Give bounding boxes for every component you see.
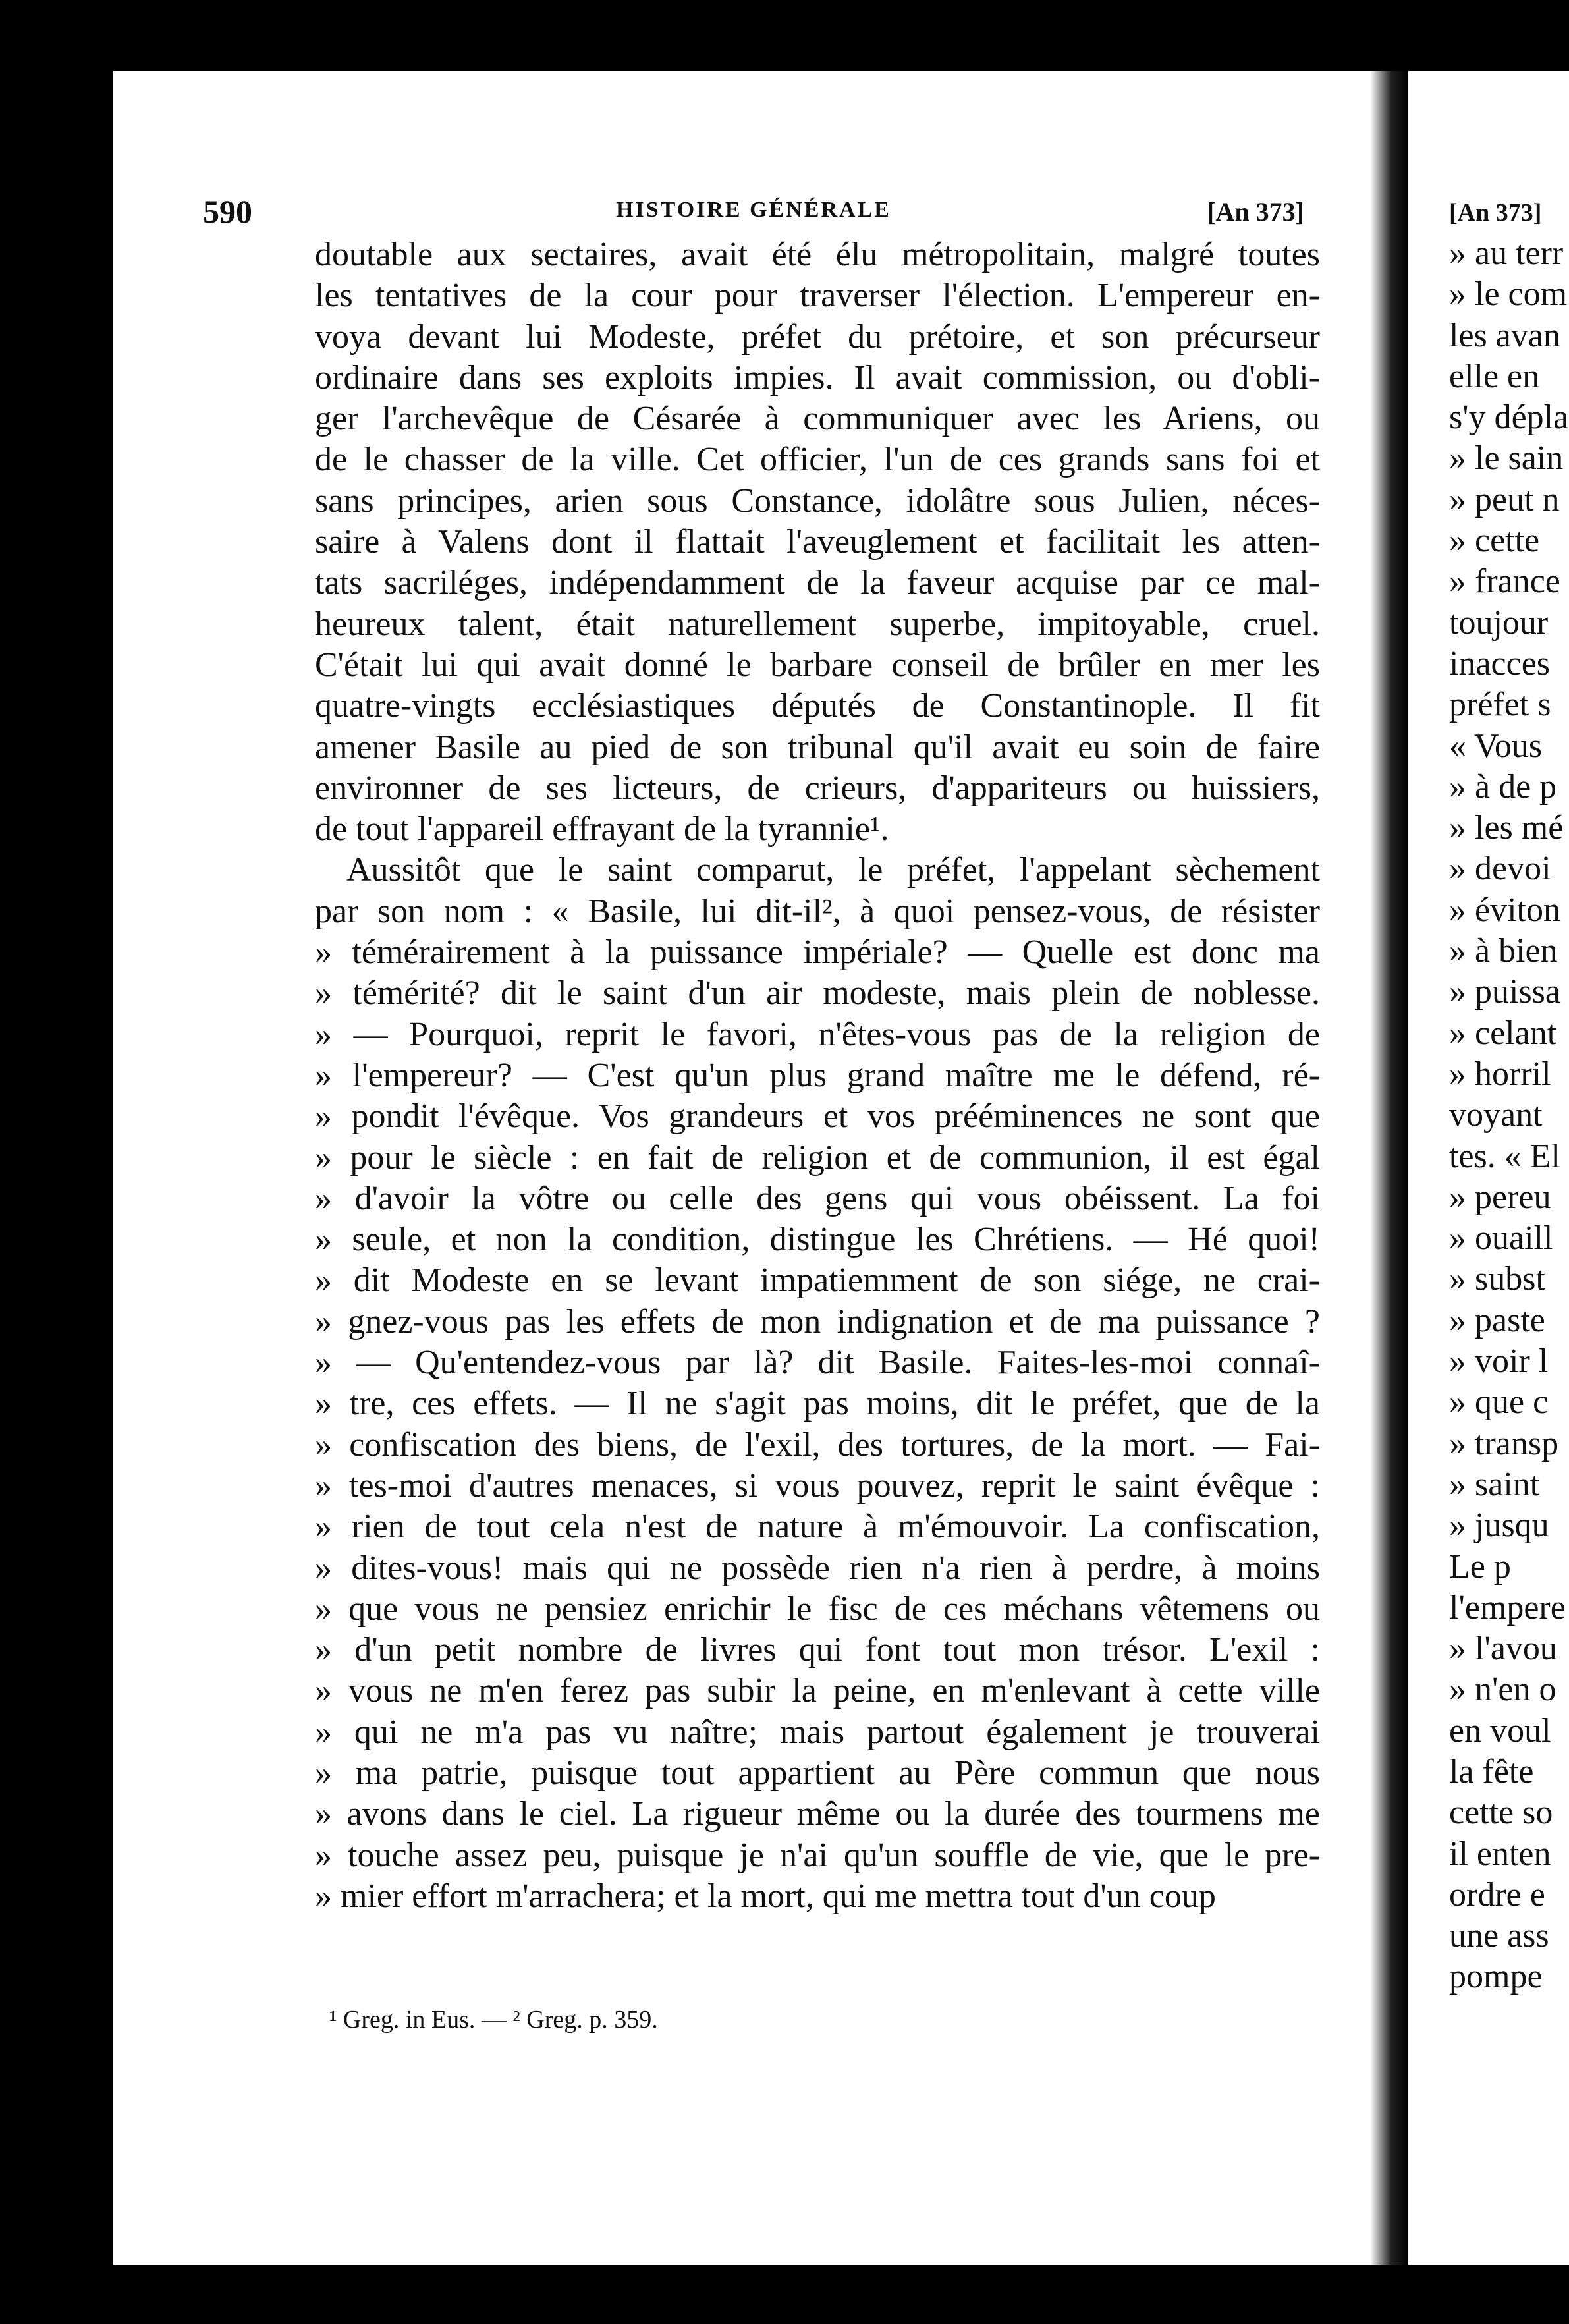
text-line: voya devant lui Modeste, préfet du prétoire, et son précurseur	[315, 318, 1320, 356]
text-line: » dites-vous! mais qui ne possède rien n'a rien à perdre, à moins	[315, 1549, 1320, 1587]
text-line: sans principes, arien sous Constance, idolâtre sous Julien, néces-	[315, 482, 1320, 520]
text-line: » d'avoir la vôtre ou celle des gens qui vous obéissent. La foi	[315, 1179, 1320, 1217]
right-text-line: tes. « El	[1449, 1137, 1560, 1175]
right-text-line: l'empere	[1449, 1588, 1566, 1626]
right-text-line: » le com	[1449, 275, 1568, 314]
right-text-line: ordre e	[1449, 1875, 1545, 1914]
book-gutter	[1370, 71, 1408, 2265]
text-line: de tout l'appareil effrayant de la tyrannie¹.	[315, 810, 889, 848]
text-line: doutable aux sectaires, avait été élu métropolitain, malgré toutes	[315, 236, 1320, 273]
right-text-line: » celant	[1449, 1014, 1557, 1052]
text-line: » mier effort m'arrachera; et la mort, qui me mettra tout d'un coup	[315, 1877, 1216, 1915]
right-text-line: » que c	[1449, 1383, 1549, 1422]
right-text-line: une ass	[1449, 1917, 1549, 1955]
text-line: les tentatives de la cour pour traverser l'élection. L'empereur en-	[315, 277, 1320, 315]
text-line: » tre, ces effets. — Il ne s'agit pas moins, dit le préfet, que de la	[315, 1385, 1320, 1423]
right-text-line: » voir l	[1449, 1342, 1549, 1381]
text-line: » avons dans le ciel. La rigueur même ou la durée des tourmens me	[315, 1795, 1320, 1833]
running-year: [An 373]	[1207, 197, 1304, 227]
text-line: » témérité? dit le saint d'un air modeste, mais plein de noblesse.	[315, 974, 1320, 1012]
footnote: ¹ Greg. in Eus. — ² Greg. p. 359.	[329, 2006, 658, 2034]
right-page-text	[1449, 192, 1569, 1998]
right-text-line: en voul	[1449, 1711, 1551, 1750]
text-line: amener Basile au pied de son tribunal qu'il avait eu soin de faire	[315, 728, 1320, 766]
right-text-line: » jusqu	[1449, 1507, 1549, 1545]
right-text-line: Le p	[1449, 1547, 1511, 1586]
right-text-line: » france	[1449, 563, 1560, 601]
right-text-line: » les mé	[1449, 809, 1564, 847]
text-line: par son nom : « Basile, lui dit-il², à quoi pensez-vous, de résister	[315, 892, 1320, 930]
right-text-line: préfet s	[1449, 686, 1551, 724]
text-line: » dit Modeste en se levant impatiemment de son siége, ne crai-	[315, 1261, 1320, 1300]
right-text-line: cette so	[1449, 1794, 1553, 1832]
right-running-year: [An 373]	[1449, 199, 1542, 227]
right-text-line: » peut n	[1449, 480, 1560, 518]
right-text-line: » cette	[1449, 522, 1540, 560]
right-text-line: » paste	[1449, 1301, 1545, 1339]
right-text-line: » subst	[1449, 1260, 1545, 1298]
right-text-line: il enten	[1449, 1835, 1551, 1873]
right-text-line: s'y dépla	[1449, 399, 1569, 437]
right-text-line: » puissa	[1449, 973, 1560, 1011]
right-text-line: voyant	[1449, 1096, 1543, 1134]
right-text-line: » saint	[1449, 1465, 1540, 1503]
right-text-line: » à de p	[1449, 767, 1557, 806]
right-text-line: inacces	[1449, 644, 1551, 682]
right-text-line: pompe	[1449, 1958, 1543, 1996]
body-text	[315, 235, 1320, 1917]
right-text-line: » n'en o	[1449, 1671, 1556, 1709]
right-text-line: » horril	[1449, 1055, 1551, 1093]
text-line: » — Pourquoi, reprit le favori, n'êtes-vous pas de la religion de	[315, 1015, 1320, 1053]
text-line: » qui ne m'a pas vu naître; mais partout également je trouverai	[315, 1713, 1320, 1751]
text-line: » témérairement à la puissance impériale? — Quelle est donc ma	[315, 933, 1320, 972]
text-line: » confiscation des biens, de l'exil, des tortures, de la mort. — Fai-	[315, 1425, 1320, 1464]
running-head	[203, 192, 1304, 232]
text-line: » que vous ne pensiez enrichir le fisc de ces méchans vêtemens ou	[315, 1590, 1320, 1628]
text-line: quatre-vingts ecclésiastiques députés de Constantinople. Il fit	[315, 687, 1320, 725]
right-text-line: » pereu	[1449, 1178, 1551, 1216]
text-line: » vous ne m'en ferez pas subir la peine, en m'enlevant à cette ville	[315, 1672, 1320, 1710]
text-line: » d'un petit nombre de livres qui font tout mon trésor. L'exil :	[315, 1631, 1320, 1669]
right-text-line: » au terr	[1449, 235, 1564, 272]
right-text-line: » l'avou	[1449, 1630, 1557, 1668]
text-line: » pour le siècle : en fait de religion et de communion, il est égal	[315, 1138, 1320, 1176]
right-text-line: » transp	[1449, 1424, 1559, 1462]
right-text-line: elle en	[1449, 357, 1540, 395]
text-line: » tes-moi d'autres menaces, si vous pouvez, reprit le saint évêque :	[315, 1466, 1320, 1505]
right-text-line: la fête	[1449, 1752, 1534, 1790]
text-line: » ma patrie, puisque tout appartient au Père commun que nous	[315, 1754, 1320, 1792]
text-line: de le chasser de la ville. Cet officier, l'un de ces grands sans foi et	[315, 441, 1320, 479]
right-text-line: » à bien	[1449, 932, 1558, 970]
text-line: saire à Valens dont il flattait l'aveuglement et facilitait les atten-	[315, 523, 1320, 561]
text-line: heureux talent, était naturellement superbe, impitoyable, cruel.	[315, 605, 1320, 643]
text-line: environner de ses licteurs, de crieurs, d'appariteurs ou huissiers,	[315, 769, 1320, 807]
running-title: HISTOIRE GÉNÉRALE	[616, 198, 891, 222]
right-text-line: » éviton	[1449, 891, 1560, 929]
right-text-line: « Vous	[1449, 727, 1543, 765]
text-line: ger l'archevêque de Césarée à communiquer avec les Ariens, ou	[315, 400, 1320, 438]
text-line: » touche assez peu, puisque je n'ai qu'un souffle de vie, que le pre-	[315, 1836, 1320, 1874]
text-line: » rien de tout cela n'est de nature à m'émouvoir. La confiscation,	[315, 1508, 1320, 1546]
text-line: » seule, et non la condition, distingue les Chrétiens. — Hé quoi!	[315, 1221, 1320, 1259]
right-text-line: » ouaill	[1449, 1219, 1553, 1258]
text-line: C'était lui qui avait donné le barbare conseil de brûler en mer les	[315, 646, 1320, 684]
text-line: Aussitôt que le saint comparut, le préfet, l'appelant sèchement	[346, 851, 1320, 889]
text-line: ordinaire dans ses exploits impies. Il avait commission, ou d'obli-	[315, 358, 1320, 397]
page-number: 590	[203, 193, 252, 230]
text-line: » — Qu'entendez-vous par là? dit Basile. Faites-les-moi connaî-	[315, 1344, 1320, 1382]
text-line: tats sacriléges, indépendamment de la faveur acquise par ce mal-	[315, 564, 1320, 602]
right-text-line: toujour	[1449, 603, 1549, 642]
right-text-line: » le sain	[1449, 439, 1564, 478]
text-line: » pondit l'évêque. Vos grandeurs et vos prééminences ne sont que	[315, 1097, 1320, 1136]
text-line: » gnez-vous pas les effets de mon indignation et de ma puissance ?	[315, 1302, 1320, 1341]
right-text-line: » devoi	[1449, 850, 1551, 888]
text-line: » l'empereur? — C'est qu'un plus grand maître me le défend, ré-	[315, 1056, 1320, 1094]
right-text-line: les avan	[1449, 316, 1560, 354]
